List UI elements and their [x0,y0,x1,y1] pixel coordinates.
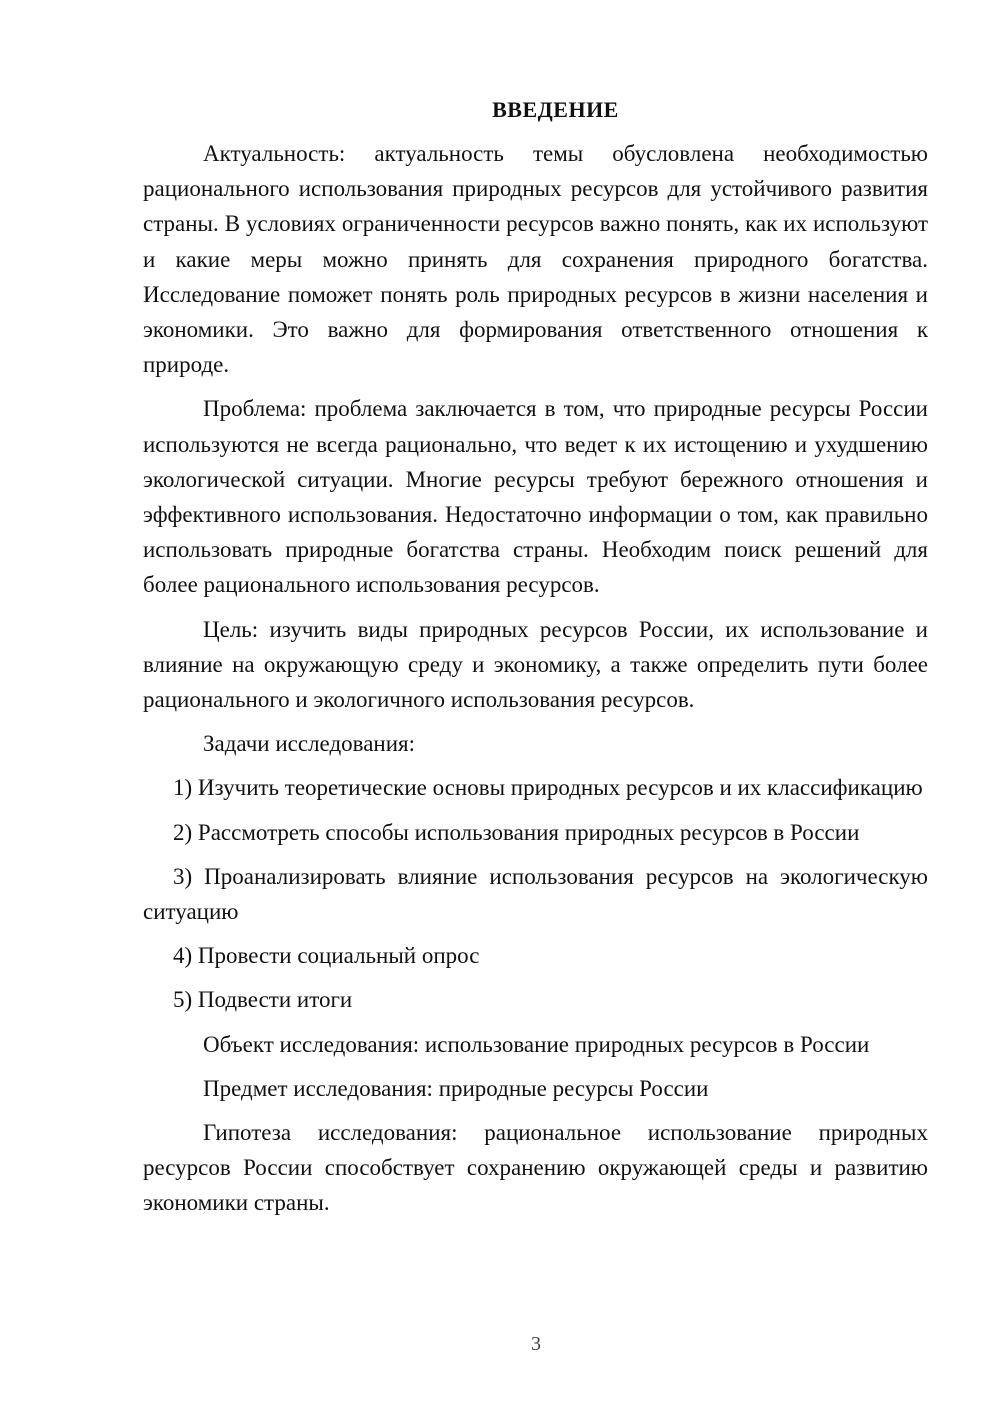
tasks-heading: Задачи исследования: [203,731,416,757]
relevance-paragraph: Актуальность: актуальность темы обусловлена необходимостью рационального использования природных ресурсов для устойчивого развития страны. В условиях ограниченности ресурсов важно понять, как их используют и какие меры можно принять для сохранения природного богатства. Исследование поможет понять роль природных ресурсов в жизни населения и экономики. Это важно для формирования ответственного отношения к природе. [143,141,928,378]
object-paragraph: Объект исследования: использование природных ресурсов в России [203,1031,870,1057]
page-number: 3 [531,1333,541,1355]
subject-paragraph: Предмет исследования: природные ресурсы России [203,1075,709,1101]
task-item-5: 5) Подвести итоги [173,987,353,1013]
goal-paragraph: Цель: изучить виды природных ресурсов России, их использование и влияние на окружающую среду и экономику, а также определить пути более рационального и экологичного использования ресурсов. [143,616,928,713]
task-item-1: 1) Изучить теоретические основы природных ресурсов и их классификацию [173,775,923,801]
problem-paragraph: Проблема: проблема заключается в том, что природные ресурсы России используются не всегда рационально, что ведет к их истощению и ухудшению экологической ситуации. Многие ресурсы требуют бережного отношения и эффективного использования. Недостаточно информации о том, как правильно использовать природные богатства страны. Необходим поиск решений для более рационального использования ресурсов. [143,396,928,598]
hypothesis-paragraph: Гипотеза исследования: рациональное использование природных ресурсов России способствует сохранению окружающей среды и развитию экономики страны. [143,1120,928,1216]
task-item-2: 2) Рассмотреть способы использования природных ресурсов в России [173,819,860,845]
section-title: ВВЕДЕНИЕ [492,97,619,122]
task-item-3: 3) Проанализировать влияние использования ресурсов на экологическую ситуацию [143,863,928,925]
task-item-4: 4) Провести социальный опрос [173,943,480,969]
